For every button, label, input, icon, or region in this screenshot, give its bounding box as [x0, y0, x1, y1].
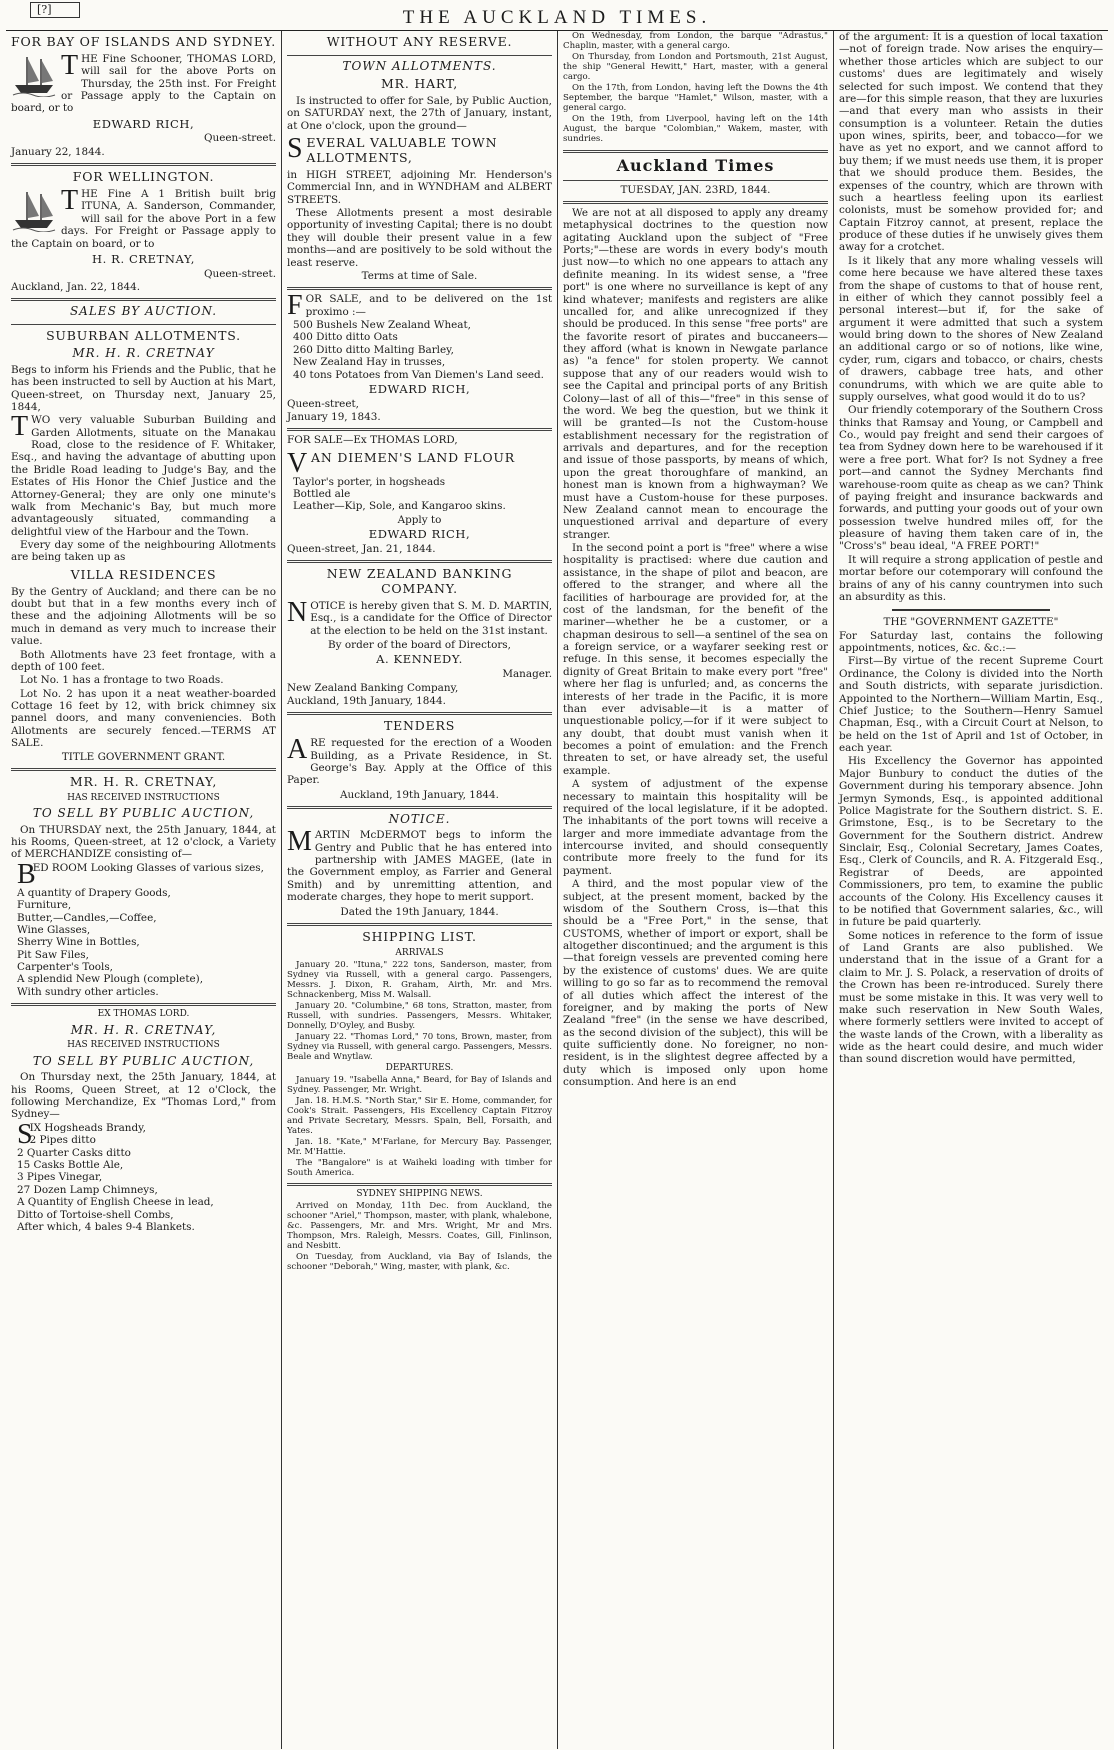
bangalore-note: The "Bangalore" is at Waiheki loading with timber for South America. — [287, 1158, 552, 1179]
auctioneer-name: MR. H. R. CRETNAY, — [70, 1022, 217, 1037]
gazette-paragraph: His Excellency the Governor has appointed Major Bunbury to conduct the duties of the Government during his temporary absence. John Jermyn Symonds, Esq., is appointed additional Police Magistrate for the Southern district. S. E. Grimstone, Esq., is to be Secretary to the Government for the Southern district. Andrew Sinclair, Esq., Colonial Secretary, James Coates, Esq., Clerk of Councils, and R. A. Fitzgerald Esq., Registrar of Deeds, are appointed Commissioners, pro tem, to examine the public accounts of the Colony. His Excellency causes it to be notified that Government salaries, &c., will in future be paid quarterly. — [839, 755, 1103, 929]
ad-date: January 19, 1843. — [287, 410, 381, 423]
sydney-entry: Arrived on Monday, 11th Dec. from Auckland, the schooner "Ariel," Thompson, master, with plank, whalebone, &c. Passengers, Mr. and Mrs. Wright, Mr and Mrs. Thompson, Mrs. Raleigh, Messrs. Coates, Gill, Finlinson, and Nesbitt. — [287, 1200, 552, 1252]
gazette-title: THE "GOVERNMENT GAZETTE" — [883, 616, 1059, 629]
auction-paragraph: These Allotments present a most desirable opportunity of investing Capital; there is no doubt they will double their present value in a few months—and are positively to be sold without the least reserve. — [287, 207, 552, 269]
editorial-paragraph: Is it likely that any more whaling vessels will come here because we have altered these taxes from the shape of customs to that of house rent, in either of which they cannot possibly feel a personal interest—but if, for the sake of argument it were admitted that such a system would bring down to the shores of New Zealand an additional cargo or so of notions, like wine, cyder, rum, cigars and tobacco, or chairs, chests of drawers, cabbage tree hats, and other conundrums, with which we are quite able to supply ourselves, what good would it do to us? — [839, 254, 1103, 403]
columns — [6, 30, 1108, 1749]
town-allotments-heading: TOWN ALLOTMENTS. — [342, 58, 497, 73]
editorial-paragraph: A system of adjustment of the expense necessary to maintain this hospitality will be required of the local legislature, if it be adopted. The inhabitants of the port towns will receive a larger and more immediate advantage from the intercourse invited, and should consequently contribute more freely to the fund for its payment. — [563, 778, 828, 877]
drop-cap: F — [287, 290, 303, 322]
news-entry: On the 19th, from Liverpool, having left on the 14th August, the barque "Colombian," Wakem, master, with sundries. — [563, 114, 828, 145]
auction-paragraph: WO very valuable Suburban Building and Garden Allotments, situate on the Manakau Road, close to the residence of F. Whitaker, Esq., and having the advantage of abutting upon the Bridle Road leading to Judge's Bay, and the Estates of His Honor the Chief Justice and the Attorney-General; they are only one minute's walk from Mechanic's Bay, but much more advantageously situated, commanding a delightful view of the Harbour and the Town. — [11, 414, 276, 538]
departure-entry: January 19. "Isabella Anna," Beard, for Bay of Islands and Sydney. Passenger, Mr. Wright. — [287, 1074, 552, 1095]
list-item: A quantity of Drapery Goods, — [17, 886, 171, 899]
sales-by-auction-heading: SALES BY AUCTION. — [69, 304, 218, 319]
news-entry: On Thursday, from London and Portsmouth, 21st August, the ship "General Hewitt," Hart, master, with a general cargo. — [563, 52, 828, 83]
drop-cap: T — [61, 49, 79, 81]
ad-title: NEW ZEALAND BANKING COMPANY. — [326, 566, 513, 597]
list-item: 2 Quarter Casks ditto — [17, 1146, 131, 1159]
ad-date: January 22, 1844. — [11, 145, 105, 158]
auction-paragraph: Every day some of the neighbouring Allotments are being taken up as — [11, 539, 276, 564]
instructions-line: HAS RECEIVED INSTRUCTIONS — [67, 1040, 220, 1051]
news-entry: On the 17th, from London, having left the Downs the 4th September, the barque "Hamlet," Wilson, master, with a general cargo. — [563, 83, 828, 114]
ex-thomas-lord: EX THOMAS LORD. — [97, 1009, 190, 1020]
drop-cap: A — [287, 734, 308, 766]
ad-title: TENDERS — [383, 718, 456, 734]
ad-title: FOR WELLINGTON. — [72, 169, 215, 185]
auction-suburban — [11, 329, 276, 763]
drop-cap: V — [287, 447, 309, 479]
ad-address: Queen-street. — [204, 132, 276, 145]
instructions-line: TO SELL BY PUBLIC AUCTION, — [32, 806, 255, 821]
editorial-paragraph: In the second point a port is "free" where a wise hospitality is practised: where due caution and assistance, in the shape of pilot and beacon, are offered to the stranger, and where all the facilities of harbourage are provided for, at the cost of the landsman, for the benefit of the mariner—whether he be a customer, or a chapman desirous to sell—a sentinel of the sea on a foreign service, or a wayfarer seeking rest or refuge. In this sense, it becomes especially the dignity of Great Britain to make every port "free" where her flag is unfurled; and, as concerns the interests of her trade in the Pacific, it is more than ever advisable—it is a matter of unquestionable policy,—for if it were subject to any doubt, that doubt must vanish when it becomes a point of emulation: and the French threaten to set, or have already set, the useful example. — [563, 542, 828, 777]
drop-cap: S — [287, 133, 304, 165]
drop-cap: T — [61, 185, 79, 217]
list-item: New Zealand Hay in trusses, — [293, 356, 446, 369]
editorial-date: TUESDAY, JAN. 23RD, 1844. — [620, 183, 771, 196]
list-item: 3 Pipes Vinegar, — [17, 1171, 103, 1184]
auction-paragraph: Both Allotments have 23 feet frontage, with a depth of 100 feet. — [11, 648, 276, 673]
sydney-entry: On Tuesday, from Auckland, via Bay of Islands, the schooner "Deborah," Wing, master, with plank, &c. — [287, 1252, 552, 1273]
ad-text: RE requested for the erection of a Wooden Building, as a Private Residence, in St. George's Bay. Apply at the Office of this Paper. — [287, 737, 552, 787]
auction-intro: Begs to inform his Friends and the Public, that he has been instructed to sell by Auction at his Mart, Queen-street, on Thursday next, January 25, 1844, — [11, 363, 276, 413]
gazette-paragraph: Some notices in reference to the form of issue of Land Grants are also published. We understand that in the issue of a Grant for a claim to Mr. J. S. Polack, a reservation of droits of the Crown has been re-introduced. Surely there must be some mistake in this. It was very well to make such reservation in New South Wales, where formerly settlers were invited to accept of the waste lands of the Crown, with a liberality as wide as the heart could desire, and much wider than sound discretion would have permitted, — [839, 929, 1103, 1066]
sydney-title: SYDNEY SHIPPING NEWS. — [356, 1189, 483, 1200]
auction-intro: On Thursday next, the 25th January, 1844, at his Rooms, Queen Street, at 12 o'Clock, the following Merchandize, Ex "Thomas Lord," from Sydney— — [11, 1071, 276, 1121]
flour-heading: AN DIEMEN'S LAND FLOUR — [311, 449, 515, 465]
list-item: Butter,—Candles,—Coffee, — [17, 911, 157, 924]
list-item: Ditto of Tortoise-shell Combs, — [17, 1208, 174, 1221]
arrival-entry: January 20. "Columbine," 68 tons, Stratton, master, from Russell, with sundries. Passengers, Messrs. Whitaker, Donnelly, D'Oyley, and Busby. — [287, 1000, 552, 1031]
ad-place: Queen-street, — [287, 397, 359, 410]
auction-paragraph: Lot No. 1 has a frontage to two Roads. — [20, 674, 224, 687]
ad-title: NOTICE. — [388, 812, 451, 827]
departure-entry: Jan. 18. "Kate," M'Farlane, for Mercury Bay. Passenger, Mr. M'Hattie. — [287, 1136, 552, 1157]
ad-signer: A. KENNEDY. — [376, 652, 463, 667]
shipping-list — [287, 930, 552, 1178]
ad-tenders — [287, 719, 552, 801]
list-item: IX Hogsheads Brandy, — [29, 1121, 146, 1134]
list-item: Bottled ale — [293, 488, 351, 501]
ad-date: Dated the 19th January, 1844. — [340, 905, 499, 918]
auction-paragraph: in HIGH STREET, adjoining Mr. Henderson's Commercial Inn, and in WYNDHAM and ALBERT STREETS. — [287, 168, 552, 206]
list-item: A Quantity of English Cheese in lead, — [17, 1196, 214, 1209]
drop-cap: N — [287, 596, 308, 628]
column-3 — [558, 31, 834, 1749]
auctioneer-name: MR. HART, — [381, 76, 458, 92]
villa-heading: VILLA RESIDENCES — [70, 566, 217, 582]
auctioneer-name: MR. H. R. CRETNAY, — [69, 773, 218, 789]
ad-notice — [287, 812, 552, 918]
editorial-paragraph: We are not at all disposed to apply any dreamy metaphysical doctrines to the question now agitating Auckland upon the subject of "Free Ports;"—these are words in every body's mouth just now—to which no one appears to attach any definite meaning. In its widest sense, a "free port" is one where no surveillance is kept of any kind whatever; manifests and registers are alike uncalled for, and alike unrecognized if they should be produced. In this sense "free ports" are the favorite resort of pirates and buccaneers—they afford (what is known in Newgate parlance as) "a fence" for stolen property. We cannot suppose that any of our readers would wish to see the Capital and principal ports of any British Colony—last of all of this—"free" in this sense of the word. We beg the question, but we think it will be granted—Is not the Custom-house establishment necessary for the registration of arrivals and departures, and for the reception and issue of those passports, by means of which, upon the great thoroughfare of mankind, an honest man is known from a highwayman? We must have a Custom-house for these purposes. New Zealand cannot mean to encourage the unquestioned arrival and departure of every stranger. — [563, 206, 828, 541]
ad-date: Auckland, Jan. 22, 1844. — [11, 280, 141, 293]
ad-signer: EDWARD RICH, — [368, 527, 471, 542]
ad-signer: H. R. CRETNAY, — [92, 251, 195, 266]
list-item: Taylor's porter, in hogsheads — [293, 475, 446, 488]
instructions-line: TO SELL BY PUBLIC AUCTION, — [32, 1053, 255, 1068]
ad-text: OTICE is hereby given that S. M. D. MARTIN, Esq., is a candidate for the Office of Director at the election to be held on the 31st instant. — [310, 599, 552, 637]
list-item: Furniture, — [17, 899, 72, 912]
editorial-paragraph: A third, and the most popular view of the subject, at the present moment, backed by the wisdom of the Southern Cross, is—that this should be a "Free Port," in the sense, that CUSTOMS, whether of import or export, shall be altogether discontinued; and the argument is this—that foreign vessels are prevented coming here by the existence of customs' dues. We are quite willing to go so far as to recommend the removal of all duties which affect the interest of the foreigner, and by making the ports of New Zealand "free" (in the sense we have described, as the second division of the subject), this will be quite sufficiently done. No foreigner, no non-resident, is in the slightest degree affected by a duty which is imposed only upon home consumption. And here is an end — [563, 878, 828, 1089]
list-item: Sherry Wine in Bottles, — [17, 936, 140, 949]
news-entry: On Wednesday, from London, the barque "Adrastus," Chaplin, master, with a general cargo. — [563, 31, 828, 52]
ad-date: Auckland, 19th January, 1844. — [287, 694, 446, 707]
departures-heading: DEPARTURES. — [385, 1062, 454, 1073]
auction-paragraph: By the Gentry of Auckland; and there can be no doubt but that in a few months every inch of these and the adjoining Allotments will be so much in demand as very much to increase their value. — [11, 585, 276, 648]
auction-paragraph: Lot No. 2 has upon it a neat weather-boarded Cottage 16 feet by 12, with brick chimney six pannel doors, and many conveniencies. Both Allotments are securely fenced.—TERMS AT SALE. — [11, 687, 276, 750]
list-item: ED ROOM Looking Glasses of various sizes, — [32, 861, 264, 874]
title-grant: TITLE GOVERNMENT GRANT. — [61, 750, 226, 763]
ad-text: OR SALE, and to be delivered on the 1st proximo :— — [305, 293, 552, 318]
masthead: THE AUCKLAND TIMES. — [402, 7, 712, 28]
list-item: Leather—Kip, Sole, and Kangaroo skins. — [293, 500, 506, 513]
editorial-paragraph: of the argument: It is a question of local taxation—not of foreign trade. Now arises the enquiry—whether those articles which are subject to our customs' dues are legitimately and wisely selected for such impost. We contend that they are—for this simple reason, that they are luxuries—and that every man who assists in their consumption is a volunteer. Retain the duties upon wines, spirits, beer, and tobacco—for we have as yet no export, and we cannot afford to buy them; if we must needs use them, it is proper that we should produce them. Besides, the expenses of the country, which are thrown with such a heartless feeling upon its earliest colonists, must be somehow provided for; and Captain Fitzroy cannot, at present, replace the produce of these duties if he unwisely gives them away for a crotchet. — [839, 31, 1103, 254]
list-item: Pit Saw Files, — [17, 948, 89, 961]
ad-title: FOR BAY OF ISLANDS AND SYDNEY. — [11, 34, 276, 49]
drop-cap: B — [17, 858, 36, 890]
ad-for-sale-flour — [287, 434, 552, 555]
arrival-entry: January 22. "Thomas Lord," 70 tons, Brown, master, from Sydney via Russell, with general cargo. Passengers, Messrs. Beale and Wnytlaw. — [287, 1031, 552, 1062]
ad-wellington — [11, 170, 276, 293]
gazette-paragraph: For Saturday last, contains the following appointments, notices, &c. &c.:— — [839, 629, 1103, 654]
auctioneer-name: MR. H. R. CRETNAY — [72, 346, 215, 361]
order-line: By order of the board of Directors, — [328, 639, 511, 652]
list-item: A splendid New Plough (complete), — [17, 973, 204, 986]
ship-icon — [11, 53, 57, 97]
auction-intro: On THURSDAY next, the 25th January, 1844, at his Rooms, Queen-street, at 12 o'clock, a Variety of MERCHANDIZE consisting of— — [11, 823, 276, 861]
archive-stamp: [?] — [30, 2, 80, 18]
ship-icon — [11, 188, 57, 232]
without-reserve-heading: WITHOUT ANY RESERVE. — [326, 34, 513, 49]
ad-place: New Zealand Banking Company, — [287, 681, 459, 694]
column-1 — [6, 31, 282, 1749]
column-2 — [282, 31, 558, 1749]
list-item: 2 Pipes ditto — [29, 1134, 96, 1147]
list-item: 260 Ditto ditto Malting Barley, — [293, 343, 454, 356]
ad-signer: EDWARD RICH, — [368, 381, 471, 396]
list-item: Carpenter's Tools, — [17, 961, 113, 974]
list-item: 400 Ditto ditto Oats — [293, 331, 398, 344]
ad-role: Manager. — [502, 668, 552, 681]
auction-title: SUBURBAN ALLOTMENTS. — [46, 327, 241, 343]
drop-cap: M — [287, 826, 312, 858]
ad-signer: EDWARD RICH, — [92, 116, 195, 131]
instructions-line: HAS RECEIVED INSTRUCTIONS — [67, 792, 220, 803]
ad-date: Queen-street, Jan. 21, 1844. — [287, 542, 436, 555]
editorial-paragraph: Our friendly cotemporary of the Southern Cross thinks that Ramsay and Young, or Campbell and Co., would pay freight and send their cargoes of tea from Sydney down here to be warehoused if it were a free port. What for? Is not Sydney a free port—and cannot the Sydney Merchants find warehouse-room quite as cheap as we can? Think of paying freight and insurance backwards and forwards, and putting your goods out of your own possession twelve hundred miles off, for the pleasure of having them taken care of in, the "Cross's" beau ideal, "A FREE PORT!" — [839, 404, 1103, 553]
ad-banking — [287, 567, 552, 707]
several-heading: EVERAL VALUABLE TOWN ALLOTMENTS, — [306, 135, 498, 166]
list-item: 27 Dozen Lamp Chimneys, — [17, 1183, 158, 1196]
ad-bay-of-islands — [11, 35, 276, 158]
departure-entry: Jan. 18. H.M.S. "North Star," Sir E. Home, commander, for Cook's Strait. Passengers, His Excellency Captain Fitzroy and Private Secretary, Messrs. Spain, Bell, Forsaith, and Yates. — [287, 1095, 552, 1136]
ad-text: HE Fine Schooner, THOMAS LORD, will sail for the above Ports on Thursday, the 25th inst. For Freight or Passage apply to the Captain on board, or to — [11, 52, 276, 115]
list-item: 15 Casks Bottle Ale, — [17, 1159, 124, 1172]
list-item: 40 tons Potatoes from Van Diemen's Land seed. — [293, 368, 544, 381]
list-item: With sundry other articles. — [17, 985, 159, 998]
sydney-shipping-news — [287, 1189, 552, 1272]
ad-for-sale-wheat — [287, 290, 552, 423]
editorial-paragraph: It will require a strong application of pestle and mortar before our cotemporary will confound the brains of any of his canny countrymen into such an absurdity as this. — [839, 553, 1103, 603]
arrival-entry: January 20. "Ituna," 222 tons, Sanderson, master, from Sydney via Russell, with a general cargo. Passengers, Messrs. J. Dixon, R. Graham, Airth, Mr. and Mrs. Schnackenberg, Miss M. Walsall. — [287, 959, 552, 1000]
ad-address: Queen-street. — [204, 267, 276, 280]
ad-text: ARTIN McDERMOT begs to inform the Gentry and Public that he has entered into partnership with JAMES MAGEE, (late in the Government employ, as Farrier and General Smith) and by unremitting attention, and moderate charges, they hope to merit support. — [287, 829, 552, 904]
column-4 — [834, 31, 1108, 1749]
auction-thomas-lord — [11, 1009, 276, 1233]
auction-intro: Is instructed to offer for Sale, by Public Auction, on SATURDAY next, the 27th of January, instant, at One o'clock, upon the ground— — [287, 95, 552, 132]
ad-date: Auckland, 19th January, 1844. — [340, 788, 499, 801]
arrivals-heading: ARRIVALS — [395, 947, 444, 958]
list-item: 500 Bushels New Zealand Wheat, — [293, 319, 471, 332]
terms-line: Terms at time of Sale. — [361, 269, 478, 282]
apply-line: Apply to — [397, 513, 442, 526]
drop-cap: T — [11, 411, 29, 443]
auction-merchandize — [11, 775, 276, 998]
ad-text: HE Fine A 1 British built brig ITUNA, A. Sanderson, Commander, will sail for the above Port in a few days. For Freight or Passage apply to the Captain on board, or to — [11, 188, 276, 250]
editorial-masthead: Auckland Times — [616, 155, 775, 175]
list-item: After which, 4 bales 9-4 Blankets. — [17, 1220, 195, 1233]
gazette-paragraph: First—By virtue of the recent Supreme Court Ordinance, the Colony is divided into the North and South districts, with separate jurisdiction. Appointed to the Northern—William Martin, Esq., Chief Justice; to the Southern—Henry Samuel Chapman, Esq., with a Circuit Court at Nelson, to be held on the 1st of April and 1st of October, in each year. — [839, 655, 1103, 754]
drop-cap: S — [17, 1118, 33, 1150]
ad-title: FOR SALE—Ex THOMAS LORD, — [287, 434, 458, 447]
list-item: Wine Glasses, — [17, 923, 91, 936]
shipping-title: SHIPPING LIST. — [362, 928, 477, 944]
